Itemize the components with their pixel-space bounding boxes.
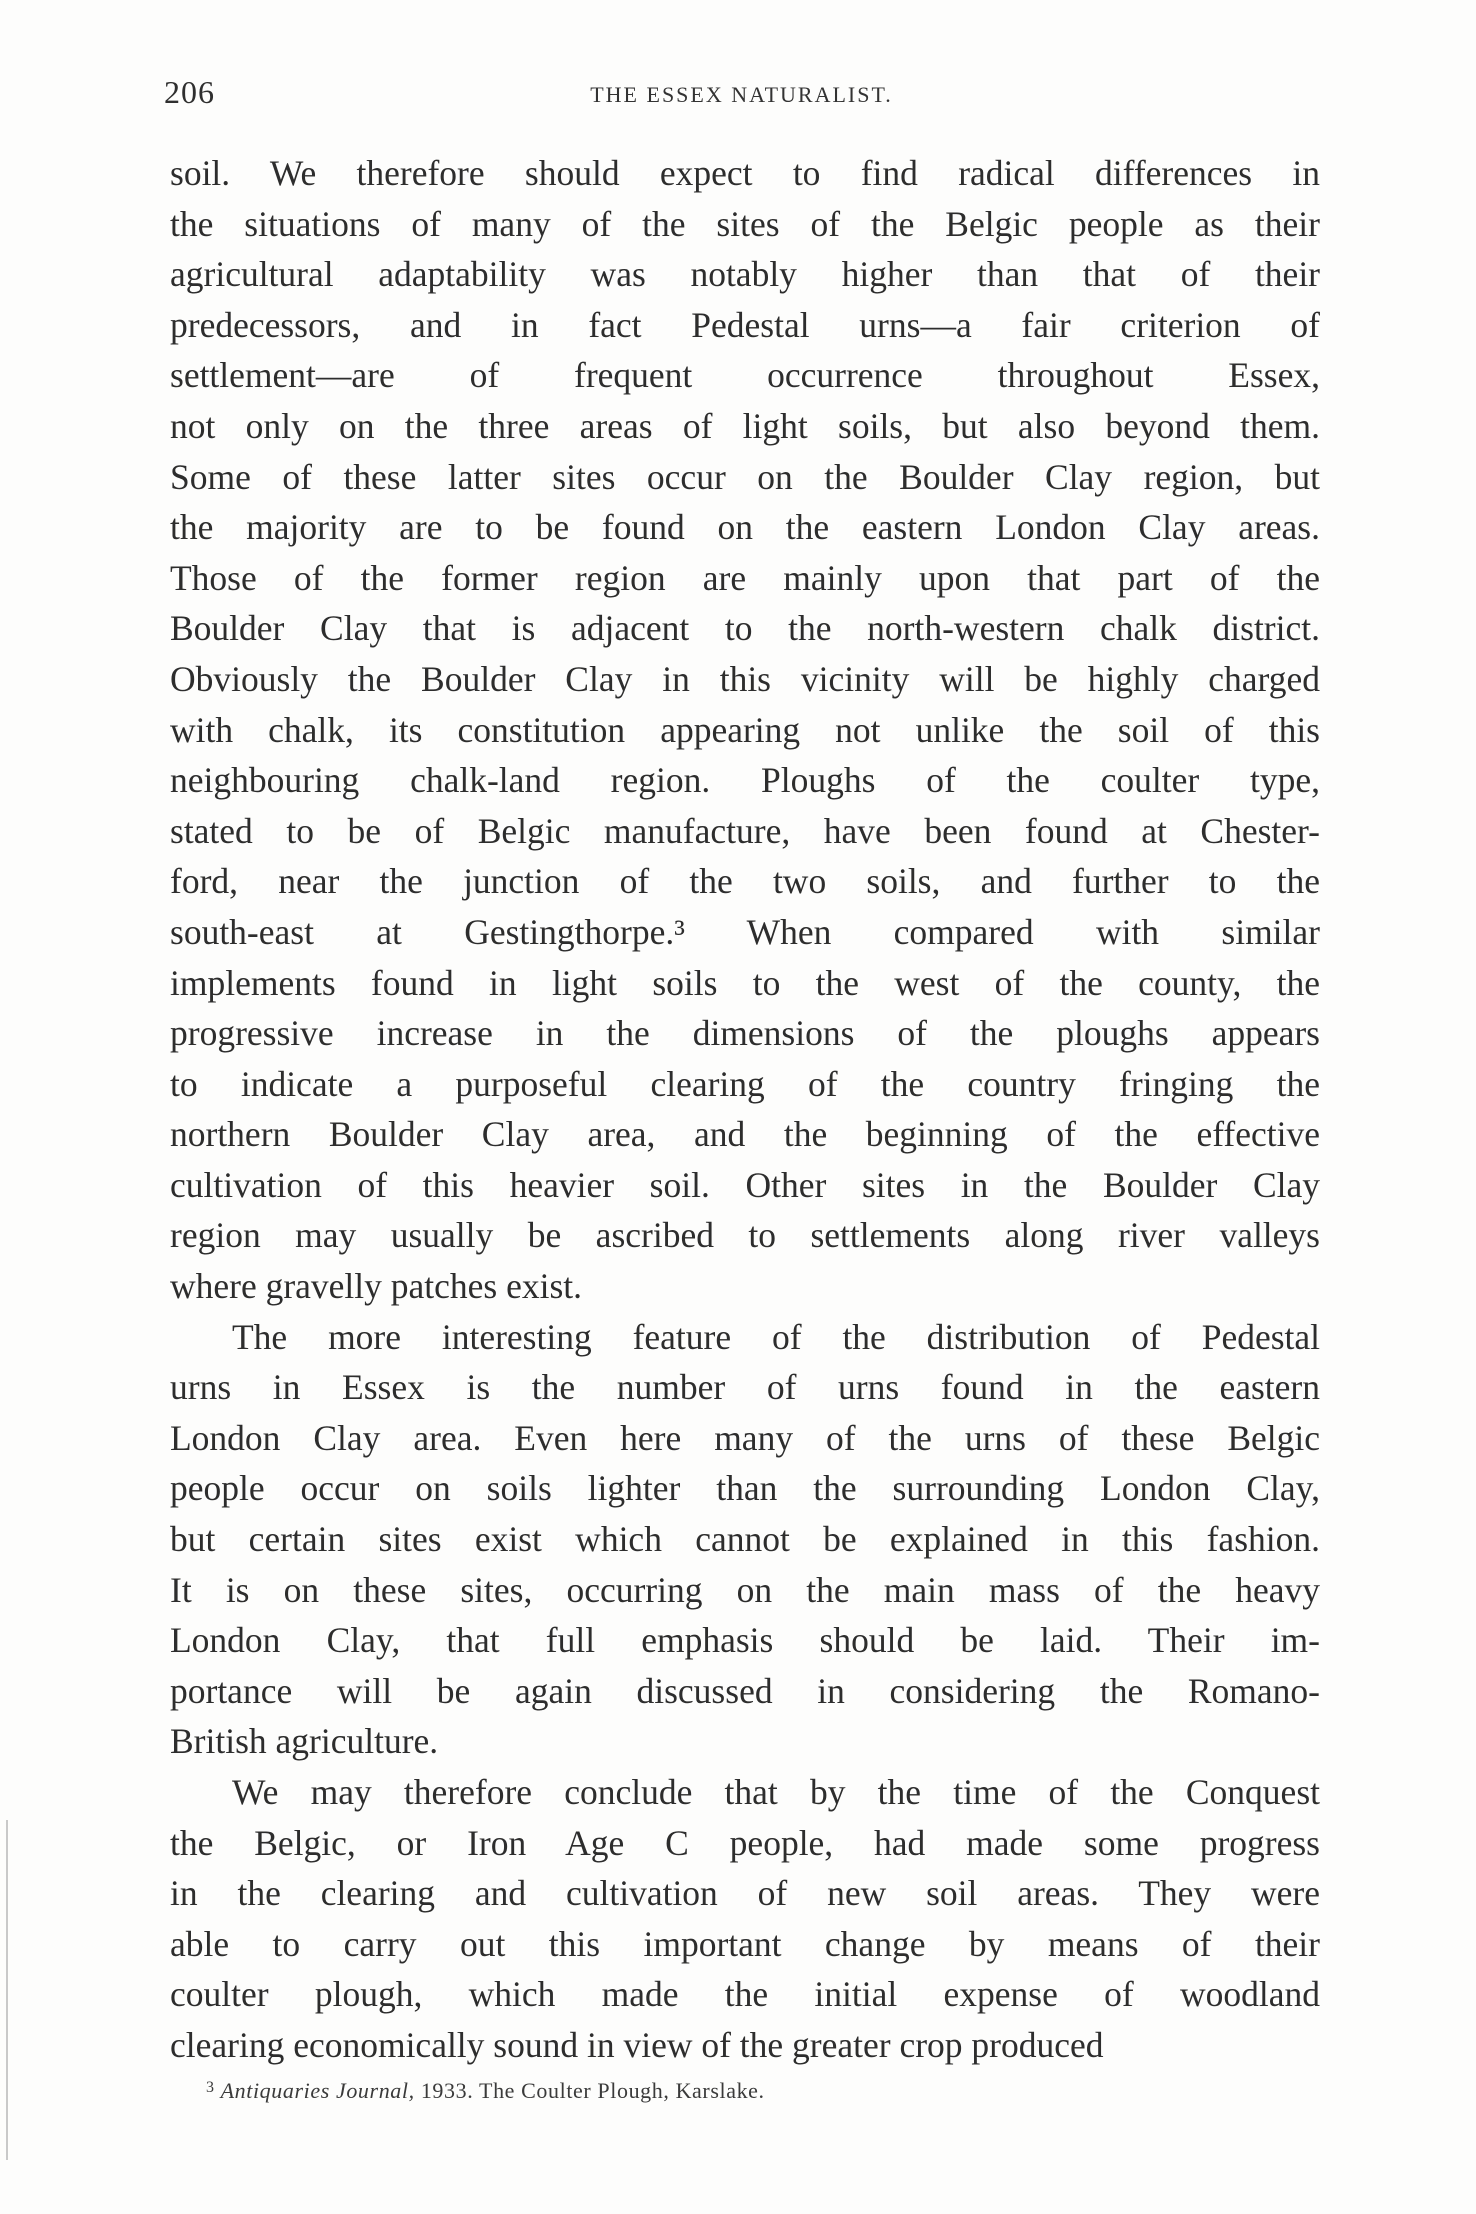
text-line: Those of the former region are mainly upon that part of the	[170, 557, 1320, 598]
text-line: urns in Essex is the number of urns found in the eastern	[170, 1367, 1320, 1408]
text-line: neighbouring chalk-land region. Ploughs of the coulter type,	[170, 760, 1320, 801]
text-line: the Belgic, or Iron Age C people, had made some progress	[170, 1822, 1320, 1863]
text-line: London Clay, that full emphasis should be laid. Their im-	[170, 1620, 1320, 1661]
text-line: but certain sites exist which cannot be explained in this fashion.	[170, 1519, 1320, 1560]
text-line: implements found in light soils to the west of the county, the	[170, 962, 1320, 1003]
text-line: Boulder Clay that is adjacent to the north-western chalk district.	[170, 608, 1320, 649]
text-line: London Clay area. Even here many of the urns of these Belgic	[170, 1417, 1320, 1458]
running-head	[164, 74, 1319, 124]
text-line: agricultural adaptability was notably higher than that of their	[170, 254, 1320, 295]
text-line: with chalk, its constitution appearing not unlike the soil of this	[170, 709, 1320, 750]
paragraph	[170, 1312, 1320, 1767]
text-line: south-east at Gestingthorpe.³ When compared with similar	[170, 911, 1320, 952]
text-line: It is on these sites, occurring on the main mass of the heavy	[170, 1569, 1320, 1610]
text-line: people occur on soils lighter than the surrounding London Clay,	[170, 1468, 1320, 1509]
footnote-mark: 3	[206, 2079, 215, 2096]
text-line: region may usually be ascribed to settlements along river valleys	[170, 1215, 1320, 1256]
text-line: The more interesting feature of the distribution of Pedestal	[232, 1316, 1320, 1357]
text-line: stated to be of Belgic manufacture, have been found at Chester-	[170, 810, 1320, 851]
text-line: ford, near the junction of the two soils, and further to the	[170, 861, 1320, 902]
text-line: cultivation of this heavier soil. Other sites in the Boulder Clay	[170, 1164, 1320, 1205]
text-line: not only on the three areas of light soils, but also beyond them.	[170, 405, 1320, 446]
footnote	[206, 2078, 1306, 2104]
text-line: Obviously the Boulder Clay in this vicinity will be highly charged	[170, 658, 1320, 699]
text-line: settlement—are of frequent occurrence throughout Essex,	[170, 355, 1320, 396]
text-line: to indicate a purposeful clearing of the country fringing the	[170, 1063, 1320, 1104]
footnote-source: Antiquaries Journal,	[220, 2078, 415, 2103]
text-line: where gravelly patches exist.	[170, 1266, 583, 1307]
text-line: the majority are to be found on the eastern London Clay areas.	[170, 507, 1320, 548]
text-line: the situations of many of the sites of the Belgic people as their	[170, 203, 1320, 244]
text-line: We may therefore conclude that by the time of the Conquest	[232, 1772, 1320, 1812]
text-line: clearing economically sound in view of the greater crop produced	[170, 2024, 1104, 2065]
text-line: progressive increase in the dimensions of the ploughs appears	[170, 1013, 1320, 1054]
text-line: British agriculture.	[170, 1721, 439, 1762]
text-line: Some of these latter sites occur on the Boulder Clay region, but	[170, 456, 1320, 497]
text-line: northern Boulder Clay area, and the beginning of the effective	[170, 1114, 1320, 1155]
text-line: predecessors, and in fact Pedestal urns—a fair criterion of	[170, 304, 1320, 345]
scan-edge-mark	[6, 1820, 8, 2160]
text-line: in the clearing and cultivation of new soil areas. They were	[170, 1873, 1320, 1914]
text-line: able to carry out this important change by means of their	[170, 1923, 1320, 1964]
text-line: coulter plough, which made the initial expense of woodland	[170, 1974, 1320, 2015]
page-number: 206	[164, 74, 215, 110]
text-line: portance will be again discussed in considering the Romano-	[170, 1670, 1320, 1711]
body-text	[170, 148, 1320, 2071]
text-line: soil. We therefore should expect to find radical differences in	[170, 153, 1320, 193]
footnote-text: 1933. The Coulter Plough, Karslake.	[420, 2078, 765, 2103]
journal-title: THE ESSEX NATURALIST.	[590, 82, 893, 107]
paragraph	[170, 148, 1320, 1312]
paragraph	[170, 1767, 1320, 2071]
